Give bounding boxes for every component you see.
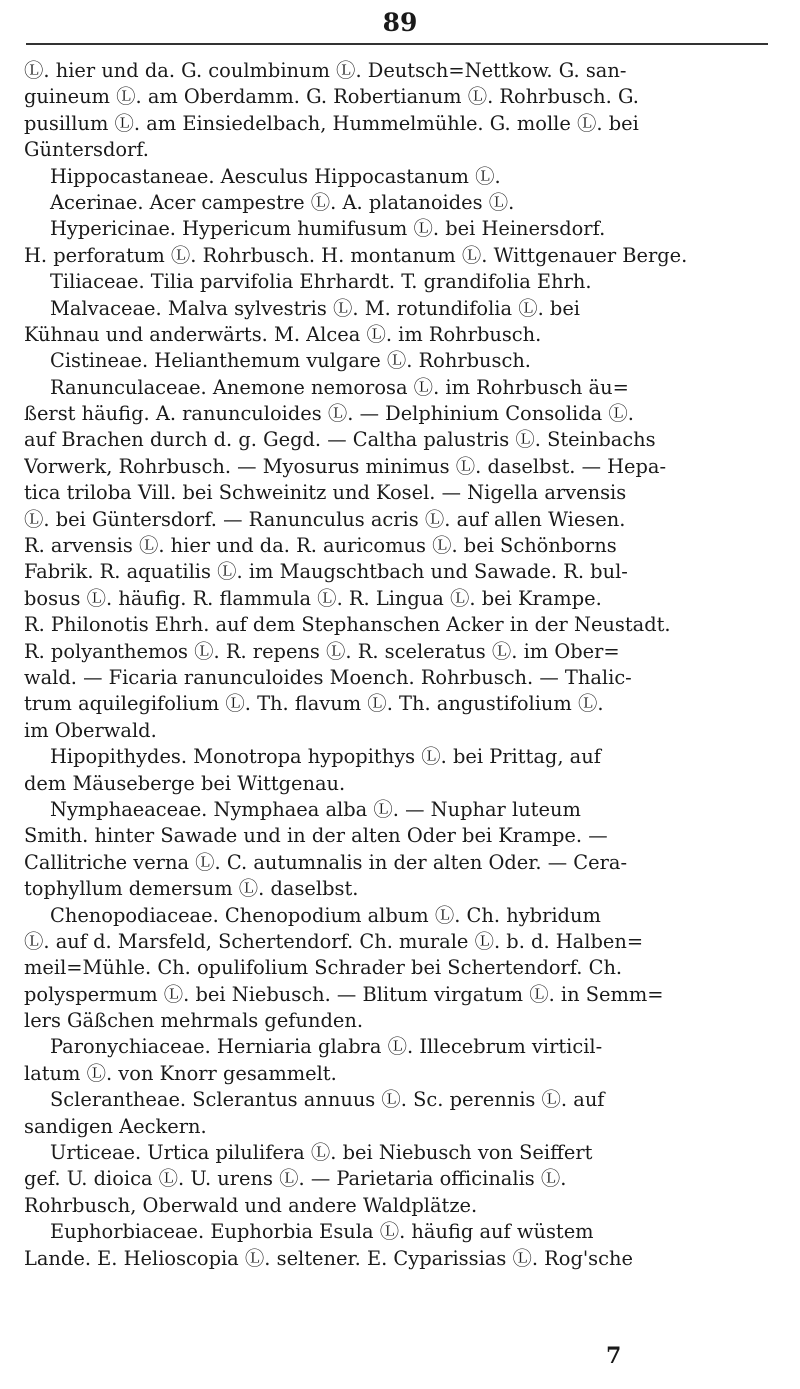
text-line: im Oberwald. xyxy=(24,718,157,742)
text-line: sandigen Aeckern. xyxy=(24,1114,207,1138)
page-number: 89 xyxy=(382,8,418,37)
text-line: meil=Mühle. Ch. opulifolium Schrader bei Schertendorf. Ch. xyxy=(24,956,623,980)
text-line: Urticeae. Urtica pilulifera Ⓛ. bei Niebusch von Seiffert xyxy=(50,1141,593,1165)
text-line: H. perforatum Ⓛ. Rohrbusch. H. montanum Ⓛ. Wittgenauer Berge. xyxy=(24,243,688,267)
text-line: tica triloba Vill. bei Schweinitz und Kosel. — Nigella arvensis xyxy=(24,481,627,505)
text-line: guineum Ⓛ. am Oberdamm. G. Robertianum Ⓛ. Rohrbusch. G. xyxy=(24,85,639,109)
text-line: polyspermum Ⓛ. bei Niebusch. — Blitum virgatum Ⓛ. in Semm= xyxy=(24,982,664,1006)
text-line: Lande. E. Helioscopia Ⓛ. seltener. E. Cyparissias Ⓛ. Rog'sche xyxy=(24,1246,633,1270)
text-line: R. polyanthemos Ⓛ. R. repens Ⓛ. R. sceleratus Ⓛ. im Ober= xyxy=(24,639,620,663)
text-line: Rohrbusch, Oberwald und andere Waldplätze. xyxy=(24,1193,478,1217)
text-line: Sclerantheae. Sclerantus annuus Ⓛ. Sc. perennis Ⓛ. auf xyxy=(50,1088,605,1112)
text-line: Malvaceae. Malva sylvestris Ⓛ. M. rotundifolia Ⓛ. bei xyxy=(50,296,581,320)
text-line: Vorwerk, Rohrbusch. — Myosurus minimus Ⓛ. daselbst. — Hepa- xyxy=(24,454,667,478)
text-line: Ⓛ. bei Güntersdorf. — Ranunculus acris Ⓛ. auf allen Wiesen. xyxy=(24,507,626,531)
text-line: ßerst häufig. A. ranunculoides Ⓛ. — Delphinium Consolida Ⓛ. xyxy=(24,402,634,426)
text-line: Hippocastaneae. Aesculus Hippocastanum Ⓛ. xyxy=(50,164,501,188)
text-line: Fabrik. R. aquatilis Ⓛ. im Maugschtbach und Sawade. R. bul- xyxy=(24,560,628,584)
text-line: gef. U. dioica Ⓛ. U. urens Ⓛ. — Parietaria officinalis Ⓛ. xyxy=(24,1167,567,1191)
signature-mark: 7 xyxy=(606,1343,622,1369)
text-line: dem Mäuseberge bei Wittgenau. xyxy=(24,771,346,795)
text-line: Acerinae. Acer campestre Ⓛ. A. platanoides Ⓛ. xyxy=(50,190,515,214)
text-line: lers Gäßchen mehrmals gefunden. xyxy=(24,1009,364,1033)
text-line: Tiliaceae. Tilia parvifolia Ehrhardt. T. grandifolia Ehrh. xyxy=(50,270,592,294)
text-line: trum aquilegifolium Ⓛ. Th. flavum Ⓛ. Th. angustifolium Ⓛ. xyxy=(24,692,604,716)
text-line: pusillum Ⓛ. am Einsiedelbach, Hummelmühle. G. molle Ⓛ. bei xyxy=(24,111,639,135)
text-body xyxy=(24,58,764,1272)
text-line: Nymphaeaceae. Nymphaea alba Ⓛ. — Nuphar luteum xyxy=(50,797,581,821)
text-line: wald. — Ficaria ranunculoides Moench. Rohrbusch. — Thalic- xyxy=(24,665,632,689)
text-line: Kühnau und anderwärts. M. Alcea Ⓛ. im Rohrbusch. xyxy=(24,322,542,346)
text-line: Ⓛ. hier und da. G. coulmbinum Ⓛ. Deutsch=Nettkow. G. san- xyxy=(24,59,627,82)
text-line: Callitriche verna Ⓛ. C. autumnalis in der alten Oder. — Cera- xyxy=(24,850,627,874)
text-line: Güntersdorf. xyxy=(24,138,149,162)
text-line: Hipopithydes. Monotropa hypopithys Ⓛ. bei Prittag, auf xyxy=(50,745,601,769)
header-rule xyxy=(26,43,768,45)
text-line: Hypericinae. Hypericum humifusum Ⓛ. bei Heinersdorf. xyxy=(50,217,606,241)
text-line: Ranunculaceae. Anemone nemorosa Ⓛ. im Rohrbusch äu= xyxy=(50,375,629,399)
text-line: Cistineae. Helianthemum vulgare Ⓛ. Rohrbusch. xyxy=(50,349,531,373)
text-line: latum Ⓛ. von Knorr gesammelt. xyxy=(24,1061,337,1085)
text-line: auf Brachen durch d. g. Gegd. — Caltha palustris Ⓛ. Steinbachs xyxy=(24,428,656,452)
text-line: Euphorbiaceae. Euphorbia Esula Ⓛ. häufig auf wüstem xyxy=(50,1220,594,1244)
text-line: Ⓛ. auf d. Marsfeld, Schertendorf. Ch. murale Ⓛ. b. d. Halben= xyxy=(24,929,644,953)
text-line: Smith. hinter Sawade und in der alten Oder bei Krampe. — xyxy=(24,824,608,848)
text-line: R. Philonotis Ehrh. auf dem Stephanschen Acker in der Neustadt. xyxy=(24,613,671,637)
text-line: R. arvensis Ⓛ. hier und da. R. auricomus Ⓛ. bei Schönborns xyxy=(24,534,617,558)
text-line: bosus Ⓛ. häufig. R. flammula Ⓛ. R. Lingua Ⓛ. bei Krampe. xyxy=(24,586,602,610)
text-line: Chenopodiaceae. Chenopodium album Ⓛ. Ch. hybridum xyxy=(50,903,601,927)
text-line: Paronychiaceae. Herniaria glabra Ⓛ. Illecebrum virticil- xyxy=(50,1035,603,1059)
text-line: tophyllum demersum Ⓛ. daselbst. xyxy=(24,877,359,901)
